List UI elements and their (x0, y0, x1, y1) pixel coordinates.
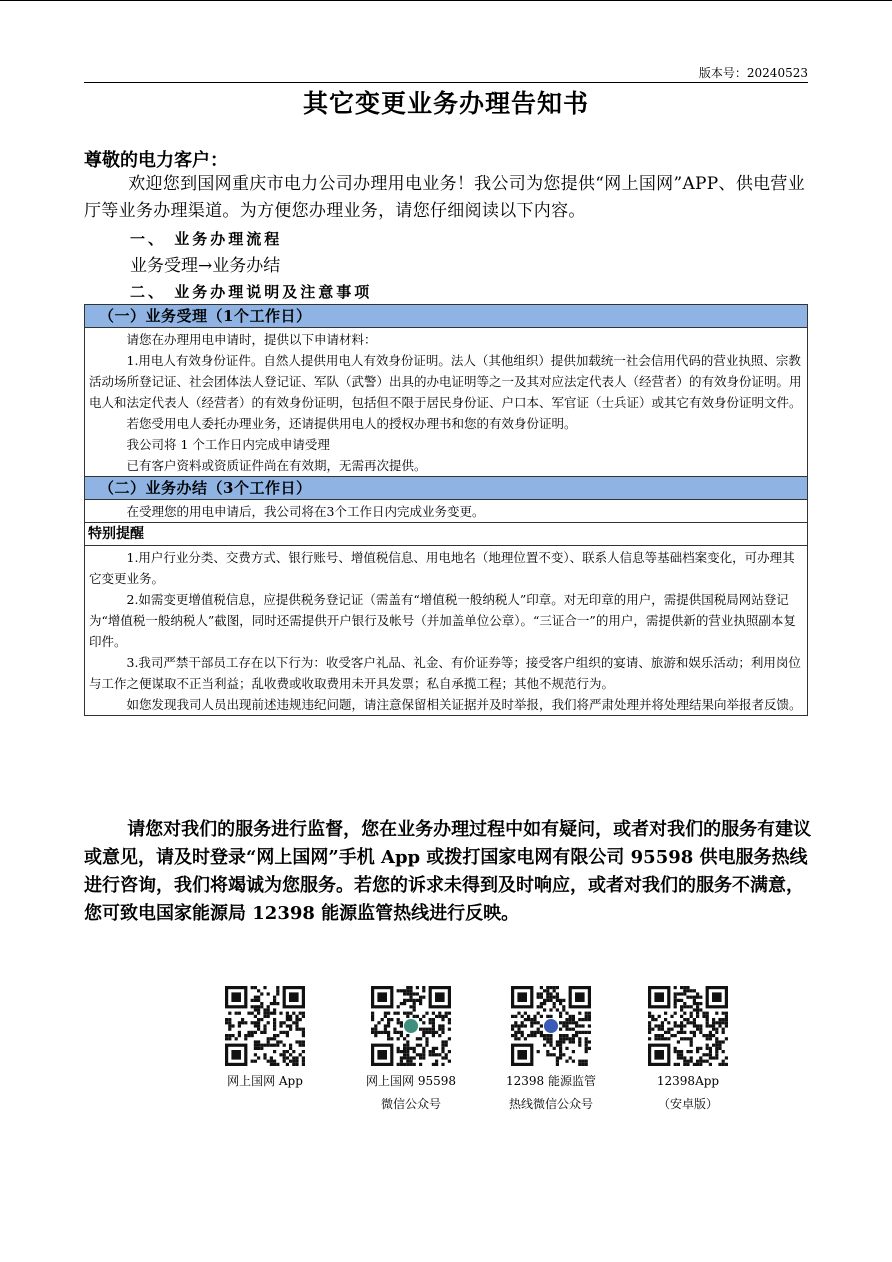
qr-wechat-12398 (491, 986, 611, 1116)
acceptance-paragraph: 我公司将 1 个工作日内完成申请受理 (126, 437, 330, 452)
closing-paragraph (84, 816, 812, 928)
reminder-paragraph: 1.用户行业分类、交费方式、银行账号、增值税信息、用电地名（地理位置不变）、联系人信息等基础档案变化，可办理其它变更业务。 (89, 550, 795, 586)
qr-code-icon (225, 986, 305, 1066)
qr-label (351, 1070, 471, 1116)
completion-body (85, 500, 808, 523)
top-border-line (0, 0, 892, 1)
closing-text: 请您对我们的服务进行监督，您在业务办理过程中如有疑问，或者对我们的服务有建议或意见，请及时登录“网上国网”手机 App 或拨打国家电网有限公司 95598 供电服务热线进行咨询，我们将竭诚为您服务。若您的诉求未得到及时响应，或者对我们的服务不满意，您可致电国家能源局 12398 能源监管热线进行反映。 (84, 819, 812, 924)
completion-paragraph: 在受理您的用电申请后，我公司将在3个工作日内完成业务变更。 (126, 504, 485, 519)
qr-label-line1: 12398App (656, 1074, 720, 1088)
reminder-paragraph: 如您发现我司人员出现前述违规违纪问题，请注意保留相关证据并及时举报，我们将严肃处理并将处理结果向举报者反馈。 (126, 697, 802, 712)
qr-label-line1: 网上国网 App (227, 1074, 303, 1088)
reminder-paragraph: 2.如需变更增值税信息，应提供税务登记证（需盖有“增值税一般纳税人”印章。对无印章的用户，需提供国税局网站登记为“增值税一般纳税人”截图，同时还需提供开户银行及帐号（并加盖单位公章）。“三证合一”的用户，需提供新的营业执照副本复印件。 (89, 592, 796, 649)
header-rule (84, 82, 808, 83)
acceptance-paragraph: 若您受用电人委托办理业务，还请提供用电人的授权办理书和您的有效身份证明。 (126, 416, 577, 431)
qr-label-line1: 12398 能源监管 (506, 1074, 596, 1088)
qr-code-icon (371, 986, 451, 1066)
acceptance-paragraph: 请您在办理用电申请时，提供以下申请材料： (126, 332, 377, 347)
greeting: 尊敬的电力客户： (84, 150, 228, 171)
qr-label (491, 1070, 611, 1116)
section-process-title: 一、 业务办理流程 (130, 230, 283, 248)
reminder-body (85, 546, 808, 716)
qr-label-line2: （安卓版） (657, 1097, 718, 1111)
qr-app-12398-android (628, 986, 748, 1116)
acceptance-body (85, 328, 808, 477)
instructions-table (84, 304, 808, 716)
qr-label-line2: 热线微信公众号 (508, 1097, 593, 1111)
process-flow: 业务受理→业务办结 (130, 256, 281, 276)
reminder-header: 特别提醒 (85, 523, 808, 546)
section-notes-title: 二、 业务办理说明及注意事项 (130, 283, 373, 301)
acceptance-paragraph: 1.用电人有效身份证件。自然人提供用电人有效身份证明。法人（其他组织）提供加载统一社会信用代码的营业执照、宗教活动场所登记证、社会团体法人登记证、军队（武警）出具的办电证明等之一及其对应法定代表人（经营者）的有效身份证明。用电人和法定代表人（经营者）的有效身份证明，包括但不限于居民身份证、户口本、军官证（士兵证）或其它有效身份证明文件。 (89, 353, 802, 410)
version-number: 版本号：20240523 (698, 66, 808, 80)
completion-header: （二）业务办结（3个工作日） (85, 477, 808, 500)
qr-code-icon (511, 986, 591, 1066)
qr-code-icon (648, 986, 728, 1066)
qr-label (628, 1070, 748, 1116)
acceptance-header: （一）业务受理（1个工作日） (85, 305, 808, 328)
qr-label (205, 1070, 325, 1093)
qr-label-line1: 网上国网 95598 (366, 1074, 456, 1088)
qr-wechat-95598 (351, 986, 471, 1116)
acceptance-paragraph: 已有客户资料或资质证件尚在有效期，无需再次提供。 (126, 458, 427, 473)
intro-text: 欢迎您到国网重庆市电力公司办理用电业务！我公司为您提供“网上国网”APP、供电营业厅等业务办理渠道。为方便您办理业务，请您仔细阅读以下内容。 (84, 174, 806, 221)
page-title: 其它变更业务办理告知书 (302, 89, 589, 118)
qr-app-wangshangguowang (205, 986, 325, 1093)
intro-paragraph (84, 171, 812, 225)
qr-label-line2: 微信公众号 (380, 1097, 441, 1111)
reminder-paragraph: 3.我司严禁干部员工存在以下行为：收受客户礼品、礼金、有价证券等；接受客户组织的宴请、旅游和娱乐活动；利用岗位与工作之便谋取不正当利益；乱收费或收取费用未开具发票；私自承揽工程；其他不规范行为。 (89, 655, 801, 691)
